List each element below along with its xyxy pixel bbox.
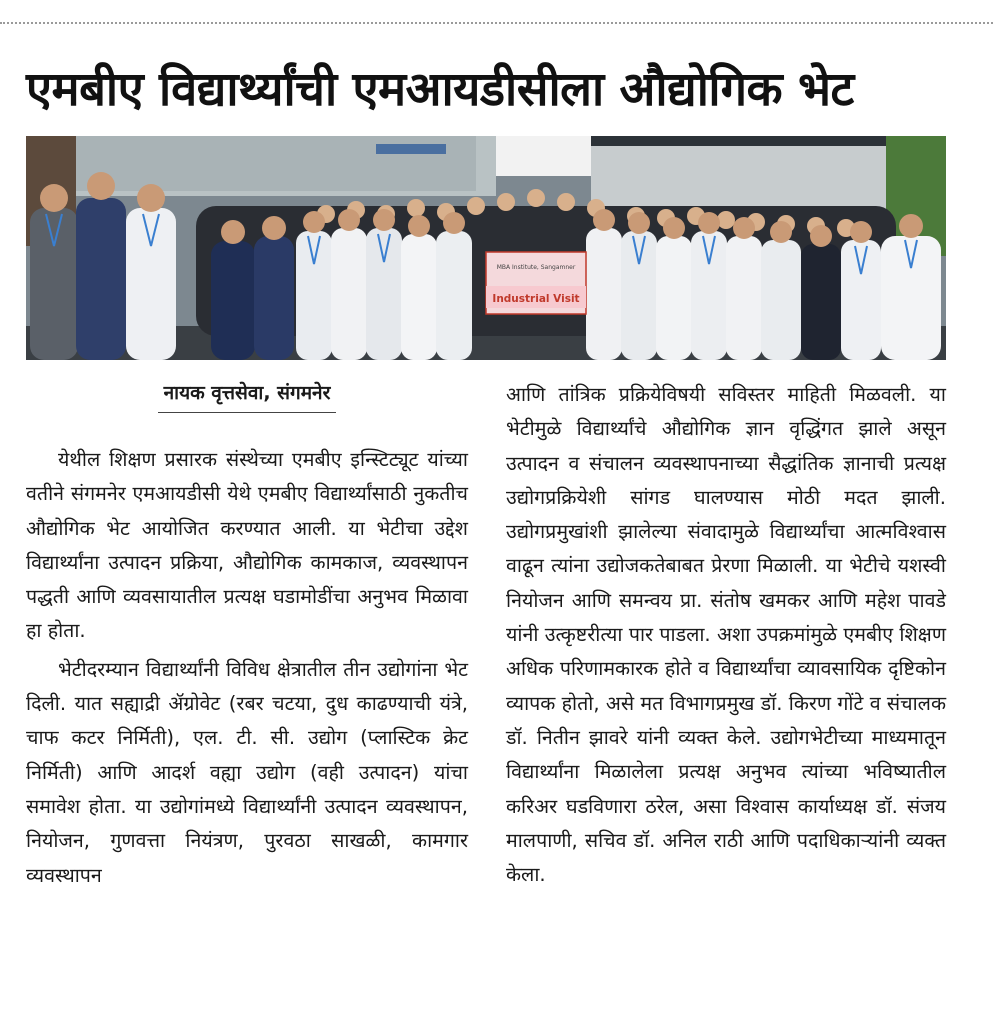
headline: एमबीए विद्यार्थ्यांची एमआयडीसीला औद्योगिक भेट (26, 62, 854, 117)
paragraph-intro: येथील शिक्षण प्रसारक संस्थेच्या एमबीए इन्स्टिट्यूट यांच्या वतीने संगमनेर एमआयडीसी येथे एमबीए विद्यार्थ्यांसाठी नुकतीच औद्योगिक भेट आयोजित करण्यात आली. या भेटीचा उद्देश विद्यार्थ्यांना उत्पादन प्रक्रिया, औद्योगिक कामकाज, व्यवस्थापन पद्धती आणि व्यवसायातील प्रत्यक्ष घडामोडींचा अनुभव मिळावा हा होता. (26, 448, 468, 643)
paragraph-visit-details: भेटीदरम्यान विद्यार्थ्यांनी विविध क्षेत्रातील तीन उद्योगांना भेट दिली. यात सह्याद्री ॲग्रोवेट (रबर चटया, दुध काढण्याची यंत्रे, चाफ कटर निर्मिती), एल. टी. सी. उद्योग (प्लास्टिक क्रेट निर्मिती) आणि आदर्श वह्या उद्योग (वही उत्पादन) यांचा समावेश होता. या उद्योगांमध्ये विद्यार्थ्यांनी उत्पादन व्यवस्थापन, नियोजन, गुणवत्ता नियंत्रण, पुरवठा साखळी, कामगार व्यवस्थापन (26, 657, 468, 887)
article-column-left (26, 372, 468, 893)
industrial-visit-banner (486, 252, 586, 314)
banner-industrial-visit-text: Industrial Visit (492, 293, 580, 305)
banner-institute-text: MBA Institute, Sangamner (496, 264, 576, 271)
article-column-right (506, 378, 946, 892)
paragraph-continuation: आणि तांत्रिक प्रक्रियेविषयी सविस्तर माहिती मिळवली. या भेटीमुळे विद्यार्थ्यांचे औद्योगिक ज्ञान वृद्धिंगत झाले असून उत्पादन व संचालन व्यवस्थापनाच्या सैद्धांतिक ज्ञानाची प्रत्यक्ष उद्योगप्रक्रियेशी सांगड घालण्यास मोठी मदत झाली. उद्योगप्रमुखांशी झालेल्या संवादामुळे विद्यार्थ्यांचा आत्मविश्वास वाढून त्यांना उद्योजकतेबाबत प्रेरणा मिळाली. या भेटीचे यशस्वी नियोजन आणि समन्वय प्रा. संतोष खमकर आणि महेश पावडे यांनी उत्कृष्टरीत्या पार पाडला. अशा उपक्रमांमुळे एमबीए शिक्षण अधिक परिणामकारक होते व विद्यार्थ्यांचा व्यावसायिक दृष्टिकोन व्यापक होतो, असे मत विभागप्रमुख डॉ. किरण गोंटे व संचालक डॉ. नितीन झावरे यांनी व्यक्त केले. उद्योगभेटीच्या माध्यमातून विद्यार्थ्यांना मिळालेला प्रत्यक्ष अनुभव त्यांच्या भविष्यातील करिअर घडविणारा ठरेल, असा विश्वास कार्याध्यक्ष डॉ. संजय मालपाणी, सचिव डॉ. अनिल राठी आणि पदाधिकाऱ्यांनी व्यक्त केला. (506, 383, 946, 887)
top-dotted-rule (0, 22, 993, 24)
group-photo (26, 136, 946, 360)
byline: नायक वृत्तसेवा, संगमनेर (158, 378, 337, 413)
